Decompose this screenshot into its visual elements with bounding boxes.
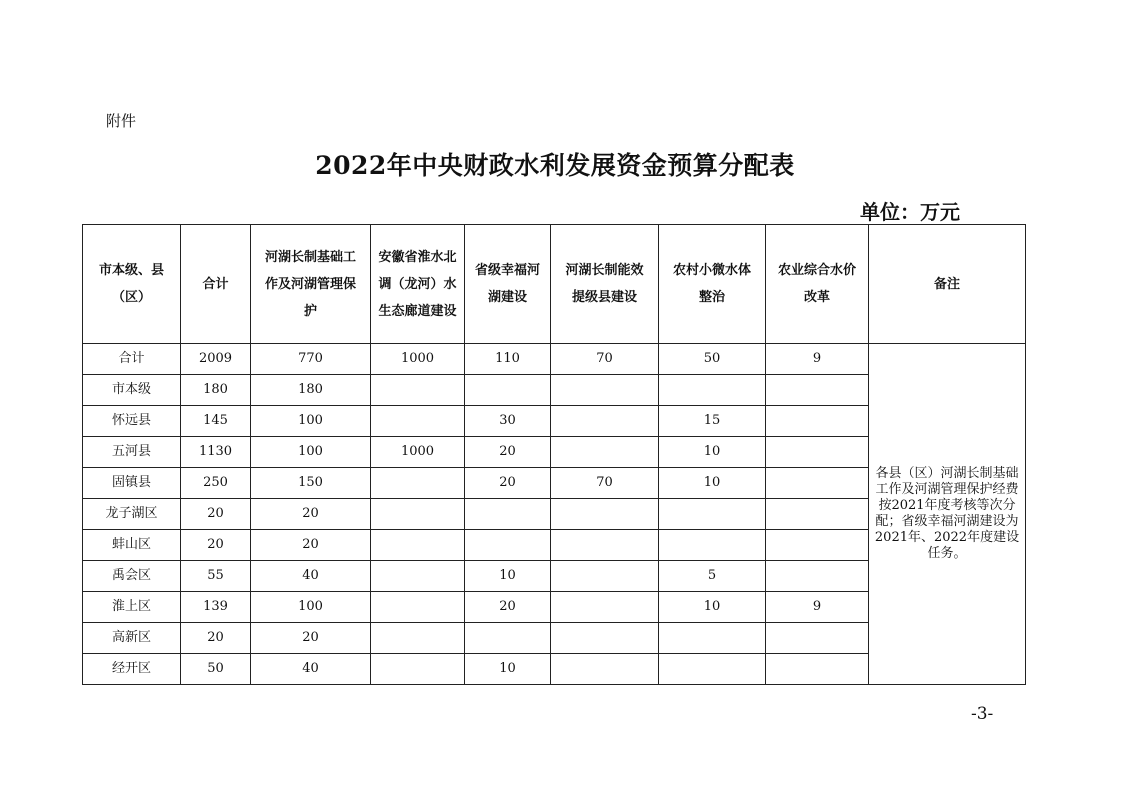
amount-cell — [766, 530, 869, 561]
header-cell: 河湖长制基础工作及河湖管理保护 — [251, 225, 371, 344]
amount-cell — [371, 592, 465, 623]
amount-cell: 100 — [251, 437, 371, 468]
amount-cell: 50 — [181, 654, 251, 685]
region-name-cell: 淮上区 — [83, 592, 181, 623]
amount-cell — [766, 561, 869, 592]
amount-cell: 55 — [181, 561, 251, 592]
region-name-cell: 怀远县 — [83, 406, 181, 437]
amount-cell: 10 — [465, 561, 551, 592]
amount-cell: 10 — [465, 654, 551, 685]
amount-cell — [551, 375, 659, 406]
amount-cell — [659, 530, 766, 561]
remark-cell — [869, 344, 1026, 685]
amount-cell — [659, 654, 766, 685]
amount-cell — [551, 623, 659, 654]
amount-cell: 20 — [465, 468, 551, 499]
amount-cell: 180 — [251, 375, 371, 406]
unit-label: 单位：万元 — [860, 200, 960, 224]
header-cell: 河湖长制能效提级县建设 — [551, 225, 659, 344]
region-name-cell: 经开区 — [83, 654, 181, 685]
region-name-cell: 禹会区 — [83, 561, 181, 592]
amount-cell — [465, 623, 551, 654]
region-name-cell: 固镇县 — [83, 468, 181, 499]
amount-cell: 30 — [465, 406, 551, 437]
header-cell: 备注 — [869, 225, 1026, 344]
amount-cell: 250 — [181, 468, 251, 499]
region-name-cell: 龙子湖区 — [83, 499, 181, 530]
page-number: -3- — [971, 704, 994, 724]
amount-cell: 20 — [181, 499, 251, 530]
header-cell: 合计 — [181, 225, 251, 344]
region-name-cell: 市本级 — [83, 375, 181, 406]
amount-cell — [659, 375, 766, 406]
amount-cell: 2009 — [181, 344, 251, 375]
amount-cell: 40 — [251, 561, 371, 592]
amount-cell — [551, 592, 659, 623]
region-name-cell: 高新区 — [83, 623, 181, 654]
amount-cell: 70 — [551, 344, 659, 375]
amount-cell — [766, 437, 869, 468]
amount-cell — [766, 375, 869, 406]
header-cell: 安徽省淮水北调（龙河）水生态廊道建设 — [371, 225, 465, 344]
amount-cell: 10 — [659, 592, 766, 623]
amount-cell: 10 — [659, 437, 766, 468]
amount-cell: 770 — [251, 344, 371, 375]
amount-cell: 5 — [659, 561, 766, 592]
amount-cell — [659, 499, 766, 530]
header-cell: 农村小微水体整治 — [659, 225, 766, 344]
amount-cell — [766, 468, 869, 499]
amount-cell — [371, 499, 465, 530]
amount-cell — [371, 468, 465, 499]
amount-cell: 180 — [181, 375, 251, 406]
amount-cell — [465, 375, 551, 406]
amount-cell — [371, 623, 465, 654]
region-name-cell: 合计 — [83, 344, 181, 375]
amount-cell: 1000 — [371, 344, 465, 375]
amount-cell: 9 — [766, 344, 869, 375]
amount-cell — [551, 499, 659, 530]
amount-cell — [371, 530, 465, 561]
amount-cell: 1130 — [181, 437, 251, 468]
amount-cell — [465, 530, 551, 561]
amount-cell — [766, 654, 869, 685]
amount-cell — [766, 623, 869, 654]
amount-cell — [371, 654, 465, 685]
header-cell: 市本级、县（区） — [83, 225, 181, 344]
table-row — [83, 344, 1026, 375]
amount-cell: 20 — [251, 499, 371, 530]
amount-cell — [551, 437, 659, 468]
amount-cell: 20 — [251, 623, 371, 654]
amount-cell — [371, 406, 465, 437]
amount-cell: 110 — [465, 344, 551, 375]
amount-cell: 100 — [251, 592, 371, 623]
amount-cell: 15 — [659, 406, 766, 437]
amount-cell — [551, 530, 659, 561]
amount-cell: 50 — [659, 344, 766, 375]
amount-cell: 150 — [251, 468, 371, 499]
amount-cell — [371, 375, 465, 406]
amount-cell: 9 — [766, 592, 869, 623]
amount-cell: 20 — [251, 530, 371, 561]
table-header-row — [83, 225, 1026, 344]
amount-cell: 100 — [251, 406, 371, 437]
header-cell: 农业综合水价改革 — [766, 225, 869, 344]
amount-cell: 20 — [181, 623, 251, 654]
amount-cell: 10 — [659, 468, 766, 499]
amount-cell: 40 — [251, 654, 371, 685]
amount-cell: 20 — [465, 437, 551, 468]
amount-cell: 139 — [181, 592, 251, 623]
amount-cell — [551, 406, 659, 437]
amount-cell: 145 — [181, 406, 251, 437]
remark-text: 各县（区）河湖长制基础工作及河湖管理保护经费按2021年度考核等次分配；省级幸福河湖建设为2021年、2022年度建设任务。 — [874, 466, 1020, 561]
document-title: 2022年中央财政水利发展资金预算分配表 — [315, 151, 795, 180]
amount-cell: 1000 — [371, 437, 465, 468]
amount-cell — [659, 623, 766, 654]
budget-allocation-table — [82, 224, 1026, 685]
region-name-cell: 五河县 — [83, 437, 181, 468]
amount-cell — [551, 654, 659, 685]
amount-cell — [371, 561, 465, 592]
attachment-label: 附件 — [106, 112, 137, 130]
amount-cell: 20 — [465, 592, 551, 623]
amount-cell — [465, 499, 551, 530]
header-cell: 省级幸福河湖建设 — [465, 225, 551, 344]
amount-cell: 70 — [551, 468, 659, 499]
amount-cell — [766, 499, 869, 530]
amount-cell — [766, 406, 869, 437]
amount-cell — [551, 561, 659, 592]
amount-cell: 20 — [181, 530, 251, 561]
region-name-cell: 蚌山区 — [83, 530, 181, 561]
